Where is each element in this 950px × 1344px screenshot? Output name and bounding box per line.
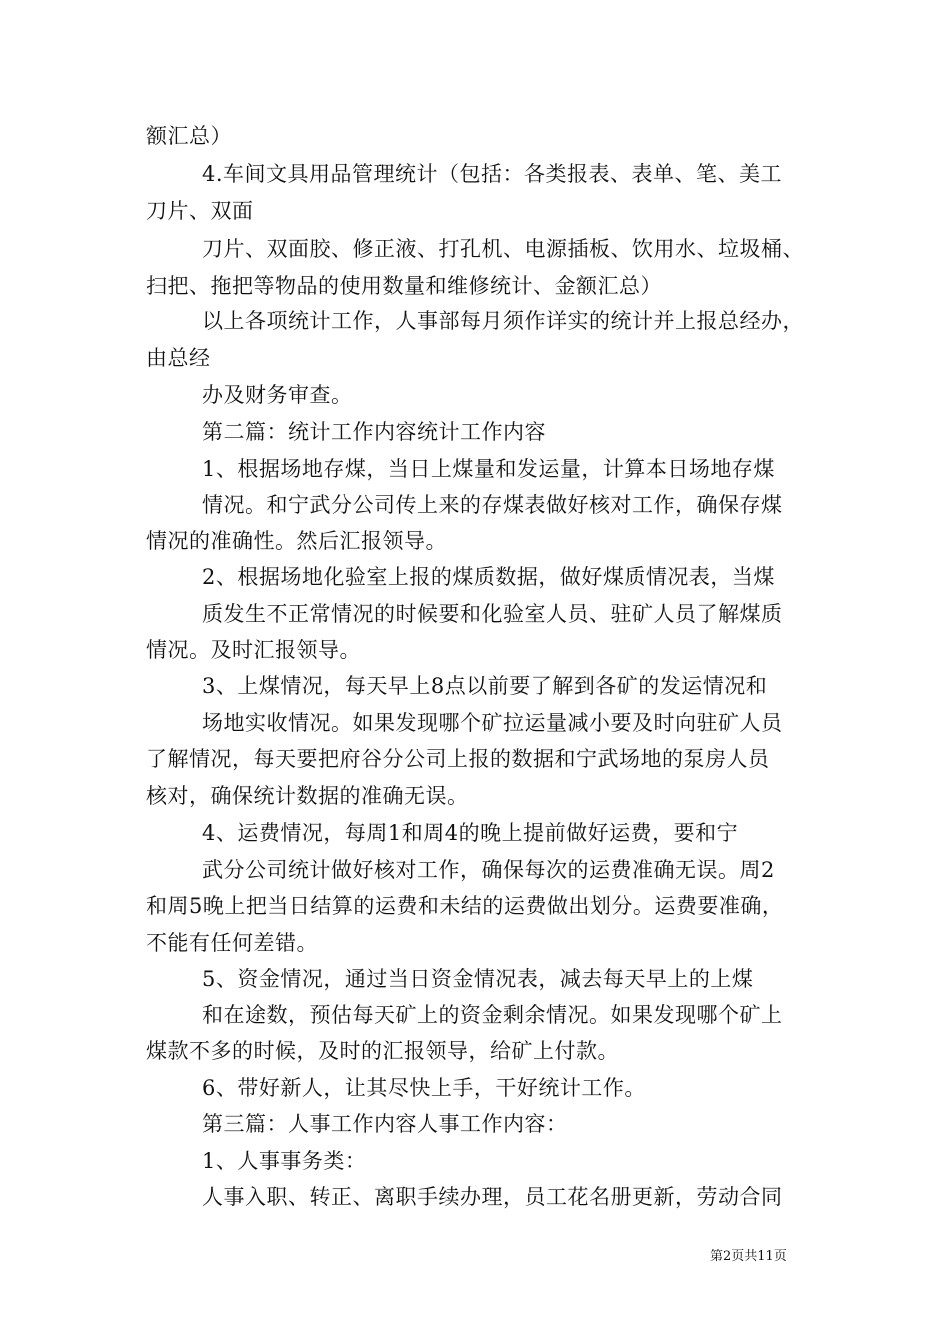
- text-line: 由总经: [146, 346, 211, 370]
- text-line: 场地实收情况。如果发现哪个矿拉运量减小要及时向驻矿人员: [202, 711, 783, 735]
- text-line: 6、带好新人，让其尽快上手，干好统计工作。: [202, 1076, 646, 1100]
- text-line: 5、资金情况，通过当日资金情况表，减去每天早上的上煤: [202, 967, 754, 991]
- text-line: 和周5晚上把当日结算的运费和未结的运费做出划分。运费要准确，: [146, 894, 784, 918]
- text-line: 情况。和宁武分公司传上来的存煤表做好核对工作，确保存煤: [202, 493, 783, 517]
- text-line: 扫把、拖把等物品的使用数量和维修统计、金额汇总）: [146, 274, 662, 298]
- section-heading: 第三篇：人事工作内容人事工作内容：: [202, 1112, 568, 1136]
- text-line: 刀片、双面: [146, 199, 254, 223]
- page-number: 第2页共11页: [710, 1249, 787, 1264]
- text-line: 煤款不多的时候，及时的汇报领导，给矿上付款。: [146, 1039, 619, 1063]
- text-line: 以上各项统计工作，人事部每月须作详实的统计并上报总经办，: [202, 309, 804, 333]
- text-line: 人事入职、转正、离职手续办理，员工花名册更新，劳动合同: [202, 1185, 783, 1209]
- text-line: 核对，确保统计数据的准确无误。: [146, 784, 469, 808]
- text-line: 武分公司统计做好核对工作，确保每次的运费准确无误。周2: [202, 858, 775, 882]
- text-line: 情况。及时汇报领导。: [146, 638, 361, 662]
- text-line: 不能有任何差错。: [146, 931, 318, 955]
- text-line: 1、根据场地存煤，当日上煤量和发运量，计算本日场地存煤: [202, 457, 775, 481]
- text-line: 了解情况，每天要把府谷分公司上报的数据和宁武场地的泵房人员: [146, 747, 770, 771]
- text-line: 情况的准确性。然后汇报领导。: [146, 529, 447, 553]
- text-line: 3、上煤情况，每天早上8点以前要了解到各矿的发运情况和: [202, 674, 768, 698]
- section-heading: 第二篇：统计工作内容统计工作内容: [202, 420, 546, 444]
- text-line: 和在途数，预估每天矿上的资金剩余情况。如果发现哪个矿上: [202, 1003, 783, 1027]
- text-line: 办及财务审查。: [202, 383, 353, 407]
- text-line: 4、运费情况，每周1和周4的晚上提前做好运费，要和宁: [202, 821, 739, 845]
- text-line: 1、人事事务类：: [202, 1149, 367, 1173]
- text-line: 刀片、双面胶、修正液、打孔机、电源插板、饮用水、垃圾桶、: [202, 237, 804, 261]
- text-line: 4.车间文具用品管理统计（包括：各类报表、表单、笔、美工: [202, 162, 783, 186]
- text-line: 额汇总）: [146, 124, 232, 148]
- text-line: 质发生不正常情况的时候要和化验室人员、驻矿人员了解煤质: [202, 602, 783, 626]
- text-line: 2、根据场地化验室上报的煤质数据，做好煤质情况表，当煤: [202, 565, 775, 589]
